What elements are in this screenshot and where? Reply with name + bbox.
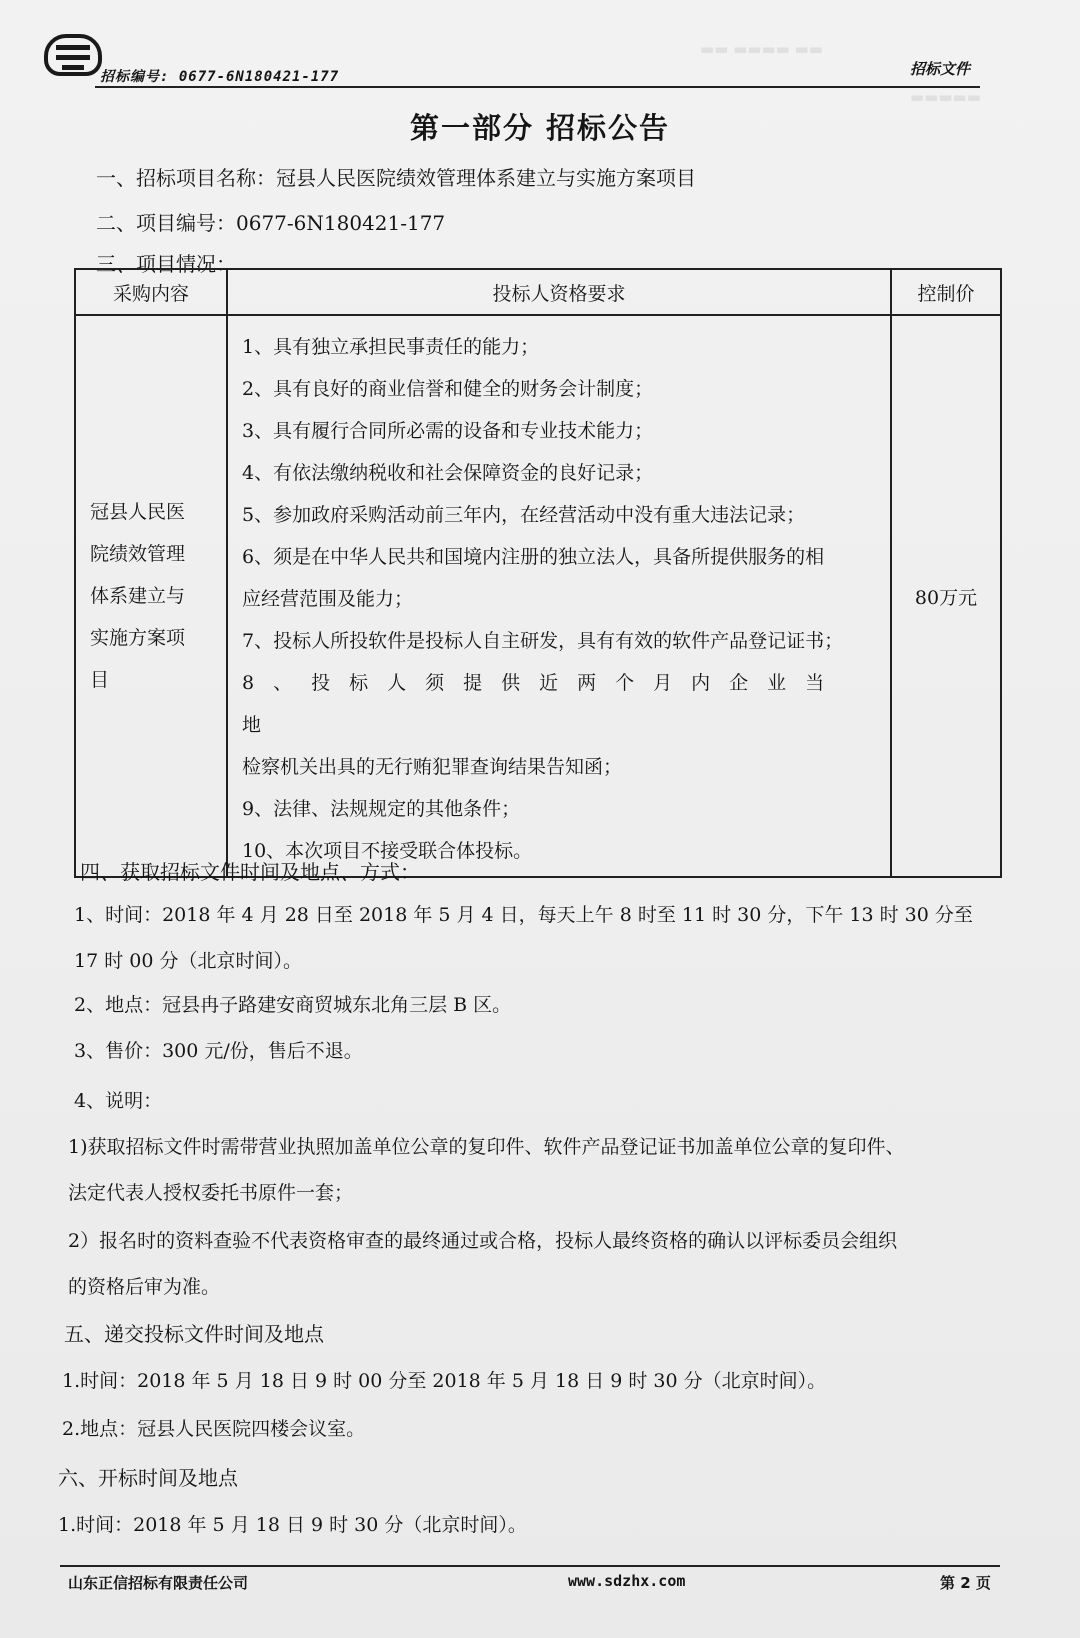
requirement-item: 检察机关出具的无行贿犯罪查询结果告知函； <box>242 756 623 778</box>
control-price-value: 80万元 <box>891 315 1001 877</box>
qualification-list <box>227 315 891 877</box>
requirement-item: 2、具有良好的商业信誉和健全的财务会计制度； <box>242 378 654 400</box>
table-header-row <box>75 269 1001 315</box>
requirement-item: 7、投标人所投软件是投标人自主研发，具有有效的软件产品登记证书； <box>242 630 844 652</box>
header-control-price: 控制价 <box>891 269 1001 315</box>
section-project-info: 三、项目情况： <box>96 252 236 276</box>
obtain-note-heading: 4、说明： <box>74 1090 163 1112</box>
obtain-time-line1: 1、时间：2018 年 4 月 28 日至 2018 年 5 月 4 日，每天上午 8 时至 11 时 30 分，下午 13 时 30 分至 <box>74 904 973 926</box>
section-project-number: 二、项目编号：0677-6N180421-177 <box>96 211 446 235</box>
doc-type-label: 招标文件 <box>909 60 970 78</box>
footer-company: 山东正信招标有限责任公司 <box>68 1574 249 1592</box>
note2-line1: 2）报名时的资料查验不代表资格审查的最终通过或合格，投标人最终资格的确认以评标委员会组织 <box>68 1230 898 1252</box>
purchase-item-cell <box>75 315 227 877</box>
opening-time: 1.时间：2018 年 5 月 18 日 9 时 30 分（北京时间）。 <box>58 1514 527 1536</box>
purchase-item-line: 冠县人民医 <box>90 501 186 523</box>
bleed-through-text: ▬▬ ▬▬▬▬ ▬▬ <box>700 40 823 58</box>
bleed-through-text: ▬▬▬▬▬ <box>910 88 981 106</box>
purchase-item-line: 目 <box>90 669 110 691</box>
submit-time: 1.时间：2018 年 5 月 18 日 9 时 00 分至 2018 年 5 月 18 日 9 时 30 分（北京时间）。 <box>62 1370 827 1392</box>
obtain-place: 2、地点：冠县冉子路建安商贸城东北角三层 B 区。 <box>74 994 512 1016</box>
requirement-item: 9、法律、法规规定的其他条件； <box>242 798 521 820</box>
obtain-price: 3、售价：300 元/份，售后不退。 <box>74 1040 363 1062</box>
note1-line2: 法定代表人授权委托书原件一套； <box>68 1182 354 1204</box>
obtain-time-line2: 17 时 00 分（北京时间）。 <box>74 950 302 972</box>
requirement-item: 6、须是在中华人民共和国境内注册的独立法人，具备所提供服务的相 <box>242 546 825 568</box>
purchase-item-line: 实施方案项 <box>90 627 186 649</box>
purchase-item-line: 体系建立与 <box>90 585 186 607</box>
note2-line2: 的资格后审为准。 <box>68 1276 221 1298</box>
footer-website: www.sdzhx.com <box>568 1572 686 1590</box>
page-title: 第一部分 招标公告 <box>409 111 671 145</box>
requirement-item: 8、投标人须提供近两个月内企业当地 <box>242 672 844 736</box>
bid-number: 招标编号: 0677-6N180421-177 <box>100 69 340 85</box>
header-purchase-content: 采购内容 <box>75 269 227 315</box>
requirement-item: 3、具有履行合同所必需的设备和专业技术能力； <box>242 420 654 442</box>
note1-line1: 1)获取招标文件时需带营业执照加盖单位公章的复印件、软件产品登记证书加盖单位公章的复印件、 <box>68 1136 905 1158</box>
requirement-item: 1、具有独立承担民事责任的能力； <box>242 336 540 358</box>
project-table <box>74 268 1002 878</box>
submit-place: 2.地点：冠县人民医院四楼会议室。 <box>62 1418 366 1440</box>
footer-divider <box>60 1565 1000 1567</box>
requirement-item: 5、参加政府采购活动前三年内，在经营活动中没有重大违法记录； <box>242 504 806 526</box>
header-divider <box>95 86 980 88</box>
purchase-item-line: 院绩效管理 <box>90 543 186 565</box>
requirement-item: 4、有依法缴纳税收和社会保障资金的良好记录； <box>242 462 654 484</box>
table-row <box>75 315 1001 877</box>
section-project-name: 一、招标项目名称：冠县人民医院绩效管理体系建立与实施方案项目 <box>96 166 696 190</box>
header-qualification: 投标人资格要求 <box>227 269 891 315</box>
section-opening-heading: 六、开标时间及地点 <box>58 1466 238 1490</box>
requirement-item: 应经营范围及能力； <box>242 588 414 610</box>
requirement-item: 10、本次项目不接受联合体投标。 <box>242 840 533 862</box>
section-submit-heading: 五、递交投标文件时间及地点 <box>64 1322 324 1346</box>
section-obtain-docs-heading: 四、获取招标文件时间及地点、方式： <box>80 860 420 884</box>
footer-page-number: 第 2 页 <box>940 1574 991 1592</box>
company-logo-icon <box>44 34 102 76</box>
